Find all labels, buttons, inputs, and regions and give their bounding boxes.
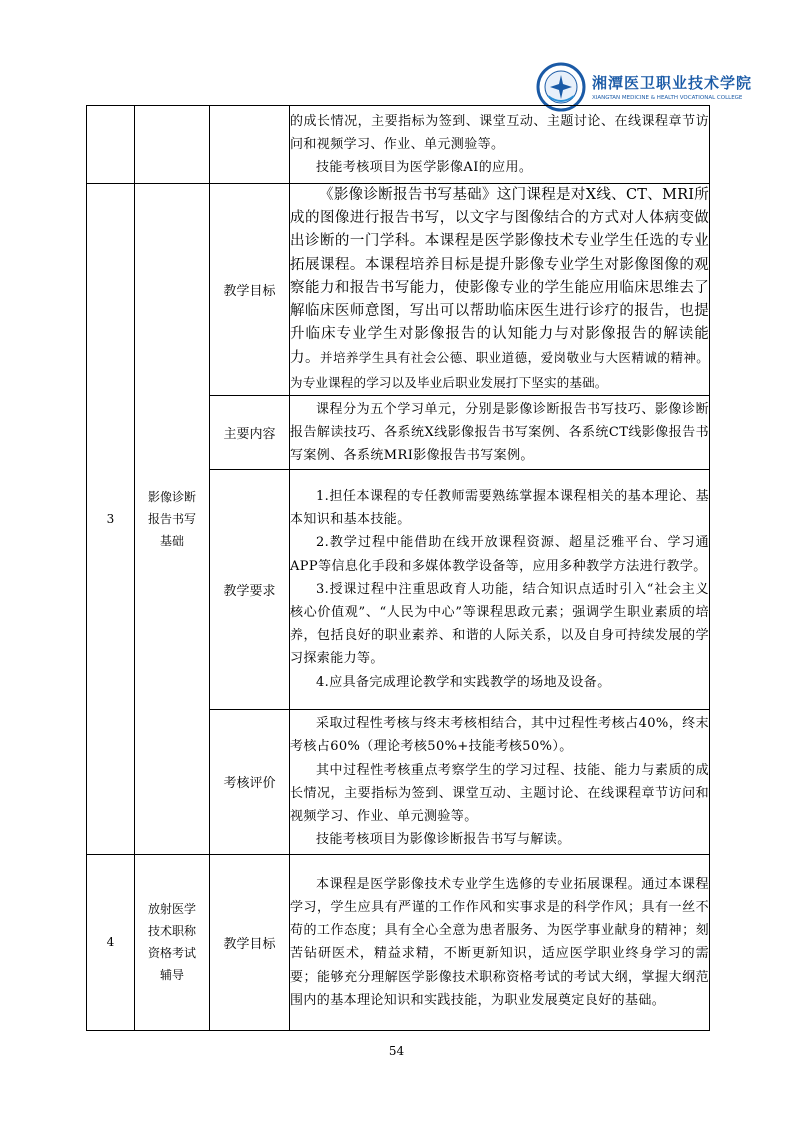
course-name: 放射医学技术职称资格考试辅导: [148, 902, 197, 983]
course-table: [86, 105, 710, 1031]
content-paragraph: 其中过程性考核重点考察学生的学习过程、技能、能力与素质的成长情况，主要指标为签到、课堂互动、主题讨论、在线课程章节访问和视频学习、作业、单元测验等。: [290, 762, 709, 825]
content-paragraph: [290, 184, 709, 395]
course-name: 影像诊断报告书写基础: [148, 489, 197, 548]
course-name-cell: [135, 106, 210, 184]
goal-text-tail: 并培养学生具有社会公德、职业道德，爱岗敬业与大医精诚的精神。为专业课程的学习以及毕业后职业发展打下坚实的基础。: [290, 350, 709, 390]
content-paragraph: 2.教学过程中能借助在线开放课程资源、超星泛雅平台、学习通APP等信息化手段和多媒体教学设备等，应用多种教学方法进行教学。: [290, 535, 709, 574]
item-content-cell: [290, 106, 710, 184]
content-paragraph: 采取过程性考核与终末考核相结合，其中过程性考核占40%，终末考核占60%（理论考核50%+技能考核50%）。: [290, 716, 709, 755]
page-number: 54: [388, 1044, 405, 1058]
item-content-cell: [290, 469, 710, 709]
course-number-cell: [87, 106, 135, 184]
content-paragraph: 技能考核项目为医学影像AI的应用。: [316, 160, 533, 176]
course-number-cell: 3: [87, 184, 135, 855]
goal-text-main: 《影像诊断报告书写基础》这门课程是对X线、CT、MRI所成的图像进行报告书写，以文字与图像结合的方式对人体病变做出诊断的一门学科。本课程是医学影像技术专业学生任选的专业拓展课程。本课程培养目标是提升影像专业学生对影像图像的观察能力和报告书写能力，使影像专业的学生能应用临床思维去了解临床医师意图，写出可以帮助临床医生进行诊疗的报告，也提升临床专业学生对影像报告的认知能力与对影像报告的解读能力。: [290, 187, 709, 367]
content-paragraph: 4.应具备完成理论教学和实践教学的场地及设备。: [316, 674, 611, 690]
item-label-cell: 主要内容: [210, 395, 290, 469]
item-label-cell: [210, 106, 290, 184]
item-label-cell: 教学目标: [210, 184, 290, 396]
school-name-en: XIANGTAN MEDICINE & HEALTH VOCATIONAL COLLEGE: [592, 95, 743, 101]
item-label-cell: 考核评价: [210, 709, 290, 854]
course-name-cell: [135, 184, 210, 855]
content-paragraph: 技能考核项目为影像诊断报告书写与解读。: [316, 832, 571, 848]
item-label-cell: 教学目标: [210, 854, 290, 1030]
course-name-cell: [135, 854, 210, 1030]
item-content-cell: [290, 395, 710, 469]
content-paragraph: 1.担任本课程的专任教师需要熟练掌握本课程相关的基本理论、基本知识和基本技能。: [290, 488, 709, 528]
course-number-cell: 4: [87, 854, 135, 1030]
content-paragraph: 的成长情况，主要指标为签到、课堂互动、主题讨论、在线课程章节访问和视频学习、作业、单元测验等。: [290, 113, 709, 152]
content-paragraph: 3.授课过程中注重思政育人功能，结合知识点适时引入“社会主义核心价值观”、“人民为中心”等课程思政元素；强调学生职业素质的培养，包括良好的职业素养、和谐的人际关系，以及自身可持续发展的学习探索能力等。: [290, 581, 709, 667]
table-row: [87, 854, 710, 1030]
content-paragraph: 本课程是医学影像技术专业学生选修的专业拓展课程。通过本课程学习，学生应具有严谨的工作作风和实事求是的科学作风；具有一丝不苟的工作态度；具有全心全意为患者服务、为医学事业献身的精神；刻苦钻研医术，精益求精，不断更新知识，适应医学职业终身学习的需要；能够充分理解医学影像技术职称资格考试的考试大纲，掌握大纲范围内的基本理论知识和实践技能，为职业发展奠定良好的基础。: [290, 876, 709, 1008]
table-row: [87, 184, 710, 396]
table-row: [87, 106, 710, 184]
item-content-cell: [290, 854, 710, 1030]
school-name: 湘潭医卫职业技术学院: [592, 74, 753, 92]
item-content-cell: [290, 184, 710, 396]
item-label-cell: 教学要求: [210, 469, 290, 709]
content-paragraph: 课程分为五个学习单元，分别是影像诊断报告书写技巧、影像诊断报告解读技巧、各系统X线影像报告书写案例、各系统CT线影像报告书写案例、各系统MRI影像报告书写案例。: [290, 401, 709, 463]
item-content-cell: [290, 709, 710, 854]
